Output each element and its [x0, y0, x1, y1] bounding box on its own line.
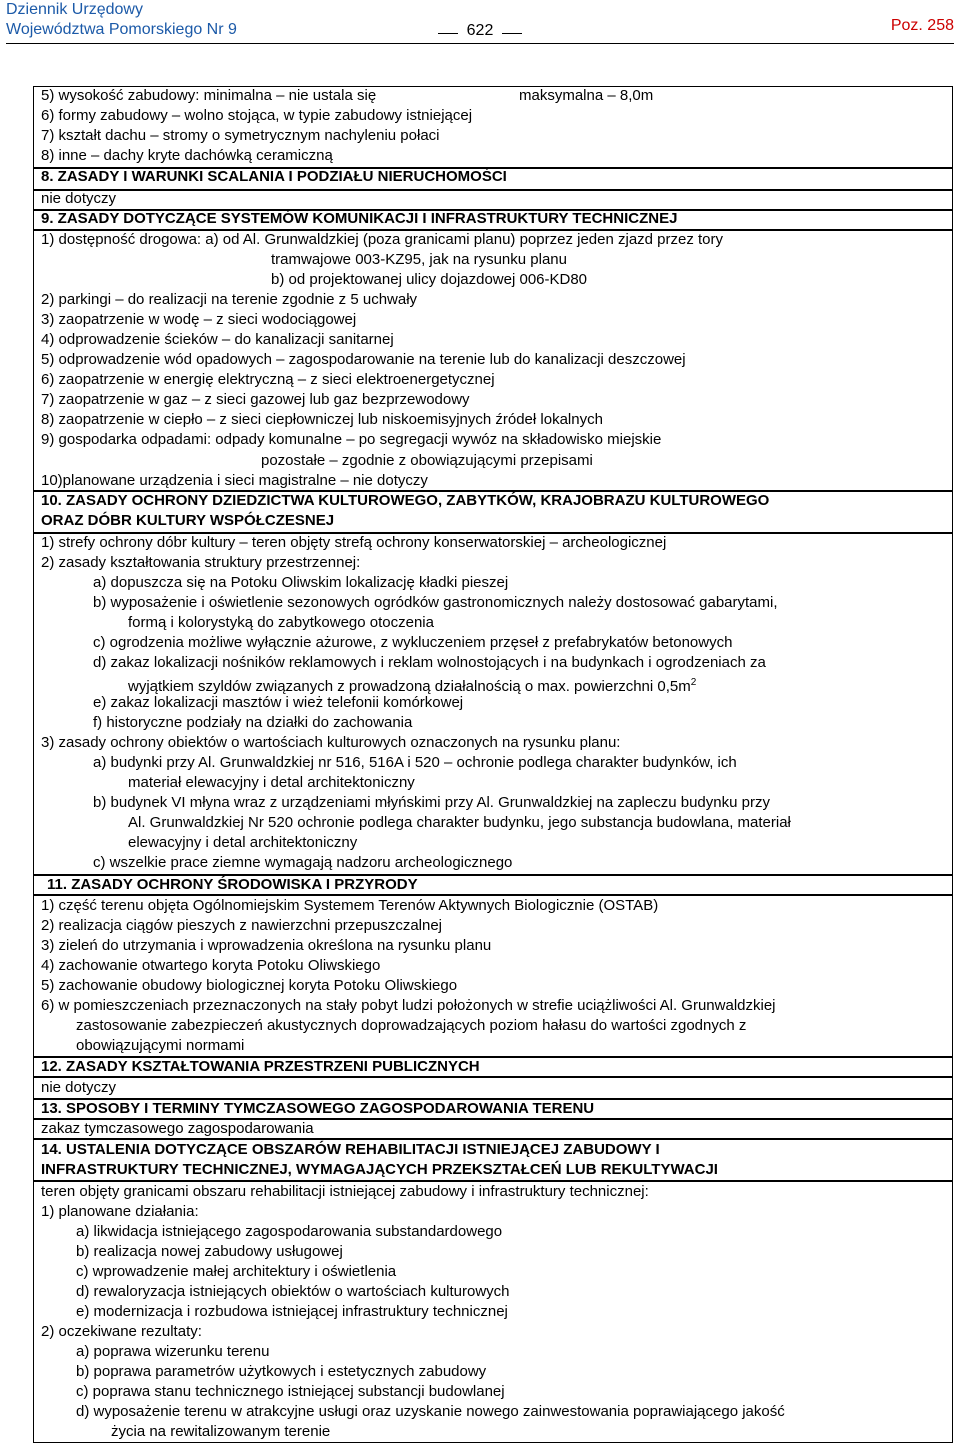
- text-line: 4) odprowadzenie ścieków – do kanalizacji sanitarnej: [41, 331, 394, 348]
- text-line: 5) zachowanie obudowy biologicznej koryta Potoku Oliwskiego: [41, 977, 458, 994]
- text-line: b) realizacja nowej zabudowy usługowej: [76, 1243, 343, 1260]
- text-line: 6) formy zabudowy – wolno stojąca, w typie zabudowy istniejącej: [41, 107, 473, 124]
- text-line: 8) inne – dachy kryte dachówką ceramiczną: [41, 147, 333, 164]
- text-line-main: wyjątkiem szyldów związanych z prowadzoną działalnością o max. powierzchni 0,5m: [128, 678, 691, 695]
- text-line: a) poprawa wizerunku terenu: [76, 1343, 270, 1360]
- text-line: a) dopuszcza się na Potoku Oliwskim lokalizację kładki pieszej: [93, 574, 509, 591]
- section-heading: 8. ZASADY I WARUNKI SCALANIA I PODZIAŁU NIERUCHOMOŚCI: [41, 168, 507, 185]
- text-line: c) wprowadzenie małej architektury i oświetlenia: [76, 1263, 397, 1280]
- text-line: c) ogrodzenia możliwe wyłącznie ażurowe, z wykluczeniem przęseł z prefabrykatów betonowych: [93, 634, 733, 651]
- text-line: f) historyczne podziały na działki do zachowania: [93, 714, 413, 731]
- text-line: obowiązującymi normami: [76, 1037, 245, 1054]
- section-heading: ORAZ DÓBR KULTURY WSPÓŁCZESNEJ: [41, 512, 335, 529]
- section-heading: 14. USTALENIA DOTYCZĄCE OBSZARÓW REHABILITACJI ISTNIEJĄCEJ ZABUDOWY I: [41, 1141, 660, 1158]
- text-line: e) zakaz lokalizacji masztów i wież telefonii komórkowej: [93, 694, 464, 711]
- text-line: zakaz tymczasowego zagospodarowania: [41, 1120, 314, 1137]
- section-heading: 13. SPOSOBY I TERMINY TYMCZASOWEGO ZAGOSPODAROWANIA TERENU: [41, 1100, 595, 1117]
- text-line: 2) parkingi – do realizacji na terenie zgodnie z 5 uchwały: [41, 291, 418, 308]
- position-number: Poz. 258: [890, 17, 954, 34]
- text-line: 10)planowane urządzenia i sieci magistralne – nie dotyczy: [41, 472, 428, 489]
- text-line: maksymalna – 8,0m: [519, 87, 654, 104]
- text-line: 3) zasady ochrony obiektów o wartościach kulturowych oznaczonych na rysunku planu:: [41, 734, 621, 751]
- text-line: Al. Grunwaldzkiej Nr 520 ochronie podlega charakter budynku, jego substancja budowlana, materiał: [128, 814, 791, 831]
- text-line: zastosowanie zabezpieczeń akustycznych doprowadzających poziom hałasu do wartości zgodnych z: [76, 1017, 747, 1034]
- section-heading: 10. ZASADY OCHRONY DZIEDZICTWA KULTUROWEGO, ZABYTKÓW, KRAJOBRAZU KULTUROWEGO: [41, 492, 770, 509]
- text-line: 5) odprowadzenie wód opadowych – zagospodarowanie na terenie lub do kanalizacji deszczowej: [41, 351, 686, 368]
- text-line: 1) dostępność drogowa: a) od Al. Grunwaldzkiej (poza granicami planu) poprzez jeden zjazd przez tory: [41, 231, 724, 248]
- text-line: 2) zasady kształtowania struktury przestrzennej:: [41, 554, 361, 571]
- section-heading: 11. ZASADY OCHRONY ŚRODOWISKA I PRZYRODY: [47, 876, 418, 893]
- text-line: nie dotyczy: [41, 190, 117, 207]
- page-number: 622: [440, 22, 520, 40]
- text-line: 1) część terenu objęta Ogólnomiejskim Systemem Terenów Aktywnych Biologicznie (OSTAB): [41, 897, 659, 914]
- text-line: teren objęty granicami obszaru rehabilitacji istniejącej zabudowy i infrastruktury technicznej:: [41, 1183, 649, 1200]
- text-line: 1) planowane działania:: [41, 1203, 199, 1220]
- text-line: formą i kolorystyką do zabytkowego otoczenia: [128, 614, 434, 631]
- text-line: b) budynek VI młyna wraz z urządzeniami młyńskimi przy Al. Grunwaldzkiej na zapleczu budynku przy: [93, 794, 770, 811]
- superscript: 2: [690, 677, 697, 688]
- text-line: 3) zieleń do utrzymania i wprowadzenia określona na rysunku planu: [41, 937, 492, 954]
- text-line: 5) wysokość zabudowy: minimalna – nie ustala się: [41, 87, 377, 104]
- text-line: pozostałe – zgodnie z obowiązującymi przepisami: [261, 452, 593, 469]
- text-line: 2) realizacja ciągów pieszych z nawierzchni przepuszczalnej: [41, 917, 443, 934]
- header-rule: [6, 43, 954, 44]
- text-line: tramwajowe 003-KZ95, jak na rysunku planu: [271, 251, 567, 268]
- text-line: a) likwidacja istniejącego zagospodarowania substandardowego: [76, 1223, 503, 1240]
- text-line: d) zakaz lokalizacji nośników reklamowych i reklam wolnostojących i na budynkach i ogrodzeniach za: [93, 654, 766, 671]
- journal-subtitle: Województwa Pomorskiego Nr 9: [6, 21, 237, 38]
- text-line: c) wszelkie prace ziemne wymagają nadzoru archeologicznego: [93, 854, 513, 871]
- text-line: 9) gospodarka odpadami: odpady komunalne – po segregacji wywóz na składowisko miejskie: [41, 431, 662, 448]
- text-line: elewacyjny i detal architektoniczny: [128, 834, 358, 851]
- text-line: materiał elewacyjny i detal architektoniczny: [128, 774, 415, 791]
- text-line: b) wyposażenie i oświetlenie sezonowych ogródków gastronomicznych należy dostosować gabarytami,: [93, 594, 778, 611]
- text-line: 2) oczekiwane rezultaty:: [41, 1323, 202, 1340]
- text-line: życia na rewitalizowanym terenie: [111, 1423, 331, 1440]
- text-line: d) rewaloryzacja istniejących obiektów o wartościach kulturowych: [76, 1283, 510, 1300]
- text-line: b) od projektowanej ulicy dojazdowej 006-KD80: [271, 271, 588, 288]
- section-12-content-box: [33, 1077, 953, 1099]
- text-line: 6) w pomieszczeniach przeznaczonych na stały pobyt ludzi położonych w strefie uciążliwości Al. Grunwaldzkiej: [41, 997, 776, 1014]
- text-line: 4) zachowanie otwartego koryta Potoku Oliwskiego: [41, 957, 381, 974]
- text-line: a) budynki przy Al. Grunwaldzkiej nr 516, 516A i 520 – ochronie podlega charakter budynków, ich: [93, 754, 737, 771]
- text-line: d) wyposażenie terenu w atrakcyjne usługi oraz uzyskanie nowego zainwestowania poprawiającego jakość: [76, 1403, 785, 1420]
- text-line: 6) zaopatrzenie w energię elektryczną – z sieci elektroenergetycznej: [41, 371, 495, 388]
- section-8-content-box: [33, 190, 953, 210]
- text-line: 7) kształt dachu – stromy o symetrycznym nachyleniu połaci: [41, 127, 440, 144]
- text-line: 7) zaopatrzenie w gaz – z sieci gazowej lub gaz bezprzewodowy: [41, 391, 470, 408]
- section-heading: INFRASTRUKTURY TECHNICZNEJ, WYMAGAJĄCYCH PRZEKSZTAŁCEŃ LUB REKULTYWACJI: [41, 1161, 718, 1178]
- text-line: c) poprawa stanu technicznego istniejącej substancji budowlanej: [76, 1383, 505, 1400]
- section-heading: 9. ZASADY DOTYCZĄCE SYSTEMÓW KOMUNIKACJI I INFRASTRUKTURY TECHNICZNEJ: [41, 210, 678, 227]
- section-heading: 12. ZASADY KSZTAŁTOWANIA PRZESTRZENI PUBLICZNYCH: [41, 1058, 480, 1075]
- text-line: 8) zaopatrzenie w ciepło – z sieci ciepłowniczej lub niskoemisyjnych źródeł lokalnych: [41, 411, 603, 428]
- text-line: b) poprawa parametrów użytkowych i estetycznych zabudowy: [76, 1363, 487, 1380]
- text-line: nie dotyczy: [41, 1079, 117, 1096]
- text-line: 1) strefy ochrony dóbr kultury – teren objęty strefą ochrony konserwatorskiej – archeologicznej: [41, 534, 667, 551]
- journal-title: Dziennik Urzędowy: [6, 1, 143, 18]
- text-line: 3) zaopatrzenie w wodę – z sieci wodociągowej: [41, 311, 357, 328]
- text-line: e) modernizacja i rozbudowa istniejącej infrastruktury technicznej: [76, 1303, 508, 1320]
- page-header: [0, 0, 960, 48]
